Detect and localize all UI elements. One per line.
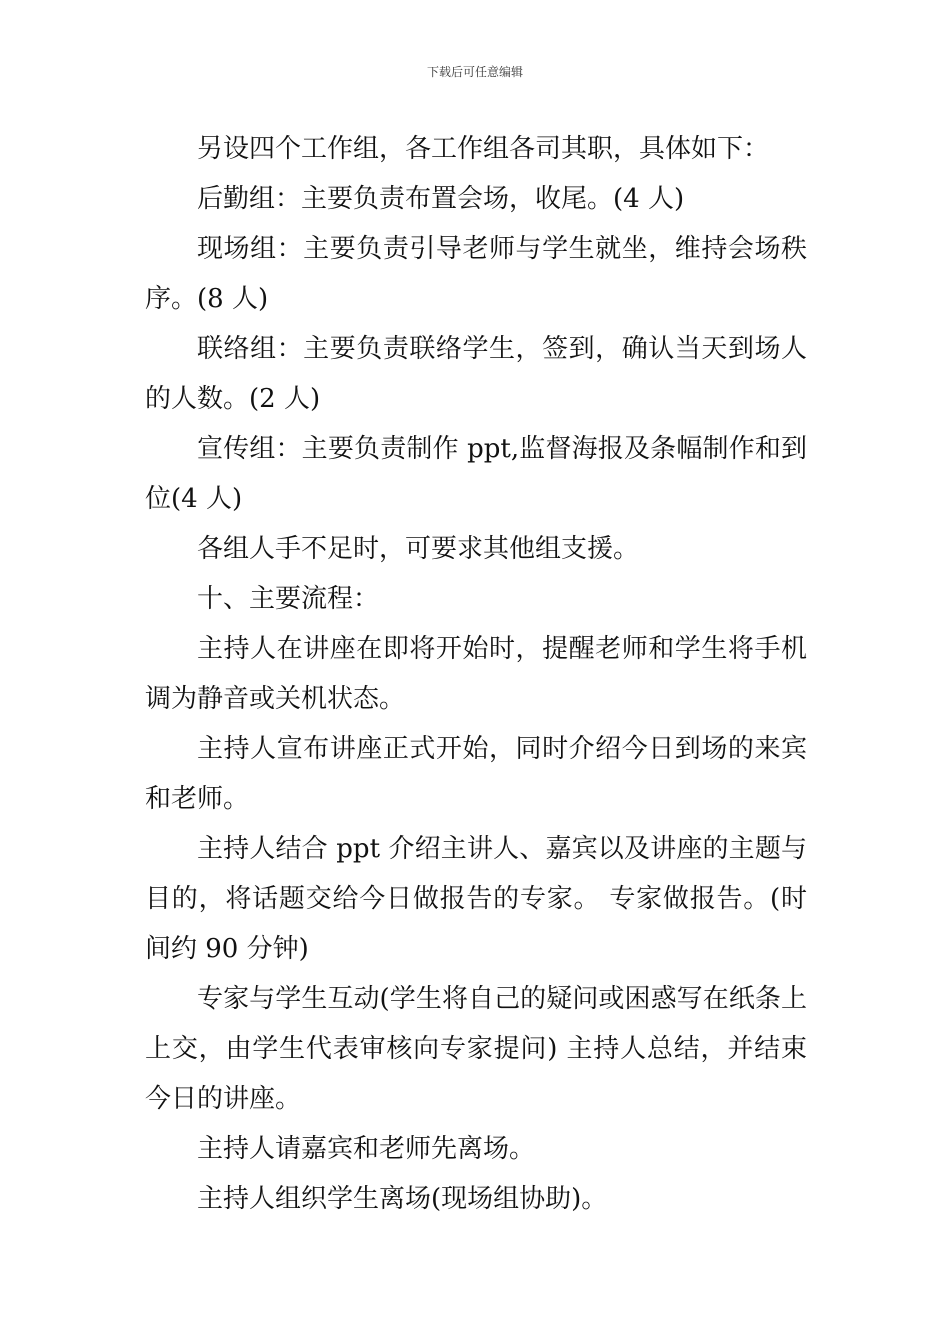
paragraph-publicity-group: 宣传组：主要负责制作 ppt,监督海报及条幅制作和到位(4 人): [145, 434, 807, 514]
paragraph-liaison-group: 联络组：主要负责联络学生，签到，确认当天到场人的人数。(2 人): [145, 334, 807, 414]
paragraph-logistics-group: 后勤组：主要负责布置会场，收尾。(4 人): [197, 184, 685, 214]
paragraph-onsite-group: 现场组：主要负责引导老师与学生就坐，维持会场秩序。(8 人): [145, 234, 807, 314]
paragraph-process-step: 主持人在讲座在即将开始时，提醒老师和学生将手机调为静音或关机状态。: [145, 634, 807, 714]
paragraph-process-step: 主持人请嘉宾和老师先离场。: [197, 1134, 536, 1164]
section-heading-main-process: 十、主要流程：: [197, 584, 380, 614]
paragraph-process-step: 专家与学生互动(学生将自己的疑问或困惑写在纸条上上交，由学生代表审核向专家提问) 主持人总结，并结束今日的讲座。: [145, 984, 807, 1114]
paragraph-mutual-support: 各组人手不足时，可要求其他组支援。: [197, 534, 640, 564]
document-body: [145, 124, 807, 1224]
paragraph-work-groups-intro: 另设四个工作组，各工作组各司其职，具体如下：: [197, 134, 770, 164]
paragraph-process-step: 主持人结合 ppt 介绍主讲人、嘉宾以及讲座的主题与目的，将话题交给今日做报告的专家。 专家做报告。(时间约 90 分钟): [145, 834, 807, 964]
page-header: 下载后可任意编辑: [426, 65, 523, 79]
paragraph-process-step: 主持人宣布讲座正式开始，同时介绍今日到场的来宾和老师。: [145, 734, 807, 814]
paragraph-process-step: 主持人组织学生离场(现场组协助)。: [197, 1184, 608, 1214]
